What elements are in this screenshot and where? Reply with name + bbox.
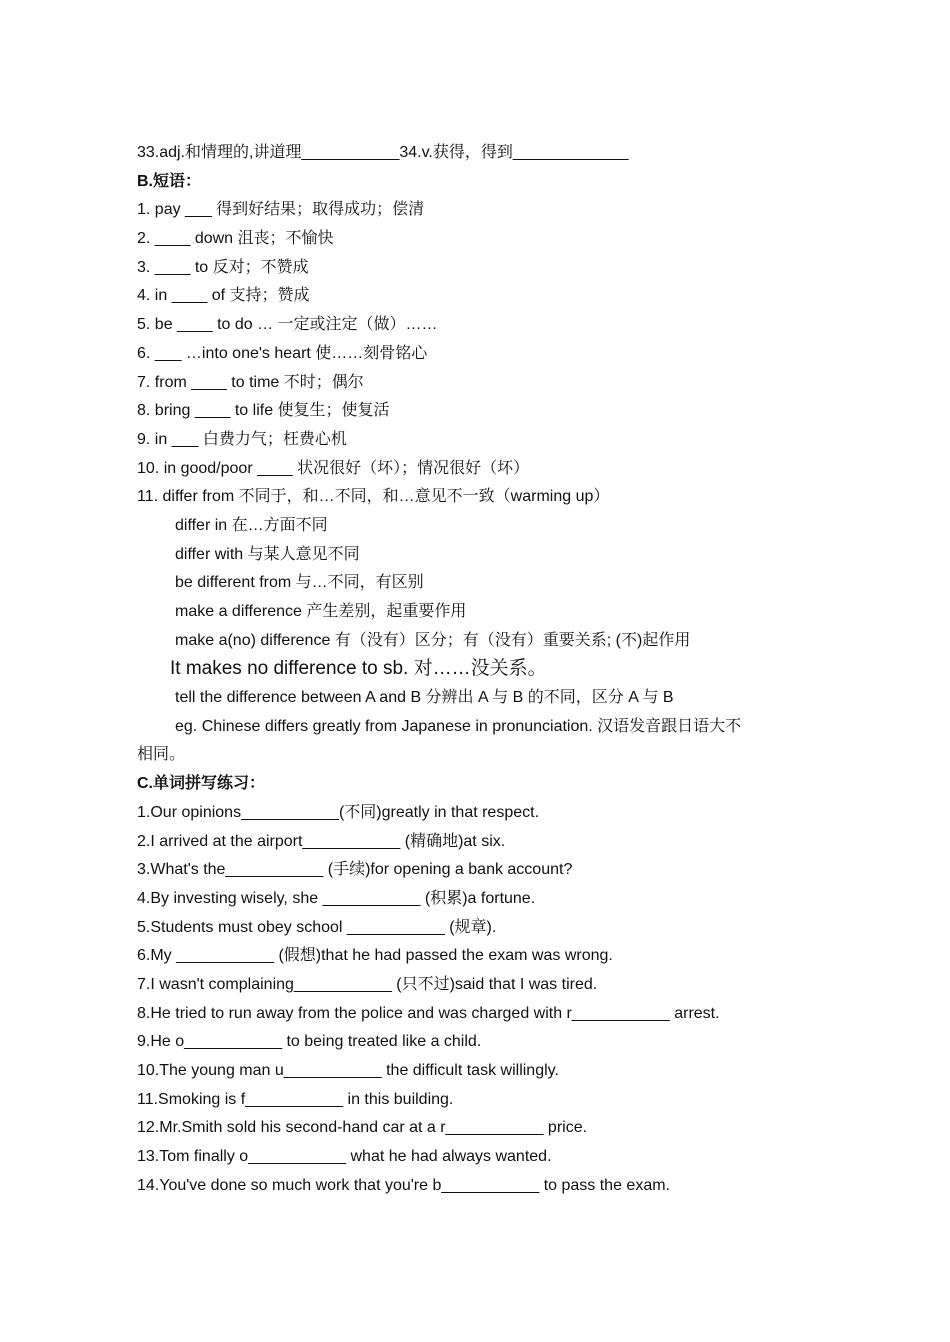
phrase-item: 9. in ___ 白费力气；枉费心机 [137,430,347,448]
differ-sub-item: make a(no) difference 有（没有）区分；有（没有）重要关系; (不)起作用 [175,631,691,649]
no-difference-item: It makes no difference to sb. 对……没关系。 [170,658,547,680]
exercise-item: 12.Mr.Smith sold his second-hand car at a r___________ price. [137,1119,588,1137]
exercise-item: 6.My ___________ (假想)that he had passed the exam was wrong. [137,947,613,965]
exercise-item: 2.I arrived at the airport___________ (精确地)at six. [137,832,506,850]
phrase-item: 4. in ____ of 支持；赞成 [137,287,310,305]
exercise-item: 7.I wasn't complaining___________ (只不过)said that I was tired. [137,975,598,993]
phrase-item: 2. ____ down 沮丧；不愉快 [137,230,334,248]
differ-sub-item: differ with 与某人意见不同 [175,545,360,563]
section-c-heading: C.单词拼写练习： [137,775,266,793]
differ-sub-item: differ in 在…方面不同 [175,516,328,534]
worksheet-page [137,139,827,1200]
exercise-item: 13.Tom finally o___________ what he had always wanted. [137,1148,552,1166]
phrase-item: 10. in good/poor ____ 状况很好（坏）；情况很好（坏） [137,459,530,477]
example-line-continued: 相同。 [137,746,186,764]
exercise-item: 3.What's the___________ (手续)for opening a bank account? [137,861,573,879]
phrase-item: 7. from ____ to time 不时；偶尔 [137,373,364,391]
phrase-item: 6. ___ …into one's heart 使……刻骨铭心 [137,344,428,362]
exercise-item: 1.Our opinions___________(不同)greatly in that respect. [137,803,540,821]
exercise-item: 14.You've done so much work that you're b___________ to pass the exam. [137,1176,670,1194]
exercise-item: 10.The young man u___________ the difficult task willingly. [137,1062,559,1079]
section-b-heading: B.短语： [137,172,202,190]
phrase-item: 3. ____ to 反对；不赞成 [137,258,309,276]
phrase-item: 11. differ from 不同于，和…不同，和…意见不一致（warming up） [137,488,610,506]
tell-difference-item: tell the difference between A and B 分辨出 A 与 B 的不同，区分 A 与 B [175,689,674,707]
example-line: eg. Chinese differs greatly from Japanese in pronunciation. 汉语发音跟日语大不 [175,717,742,735]
exercise-item: 4.By investing wisely, she ___________ (积累)a fortune. [137,889,536,907]
differ-sub-item: make a difference 产生差别，起重要作用 [175,603,467,620]
phrase-item: 1. pay ___ 得到好结果；取得成功；偿清 [137,201,425,219]
phrase-item: 5. be ____ to do … 一定或注定（做）…… [137,316,438,334]
phrase-item: 8. bring ____ to life 使复生；使复活 [137,402,390,420]
differ-sub-item: be different from 与…不同，有区别 [175,574,424,592]
exercise-item: 9.He o___________ to being treated like a child. [137,1033,482,1051]
vocab-tail-line: 33.adj.和情理的,讲道理___________34.v.获得，得到_____________ [137,144,629,161]
exercise-item: 5.Students must obey school ___________ (规章). [137,918,497,936]
exercise-item: 11.Smoking is f___________ in this building. [137,1090,454,1108]
exercise-item: 8.He tried to run away from the police and was charged with r___________ arrest. [137,1004,720,1022]
